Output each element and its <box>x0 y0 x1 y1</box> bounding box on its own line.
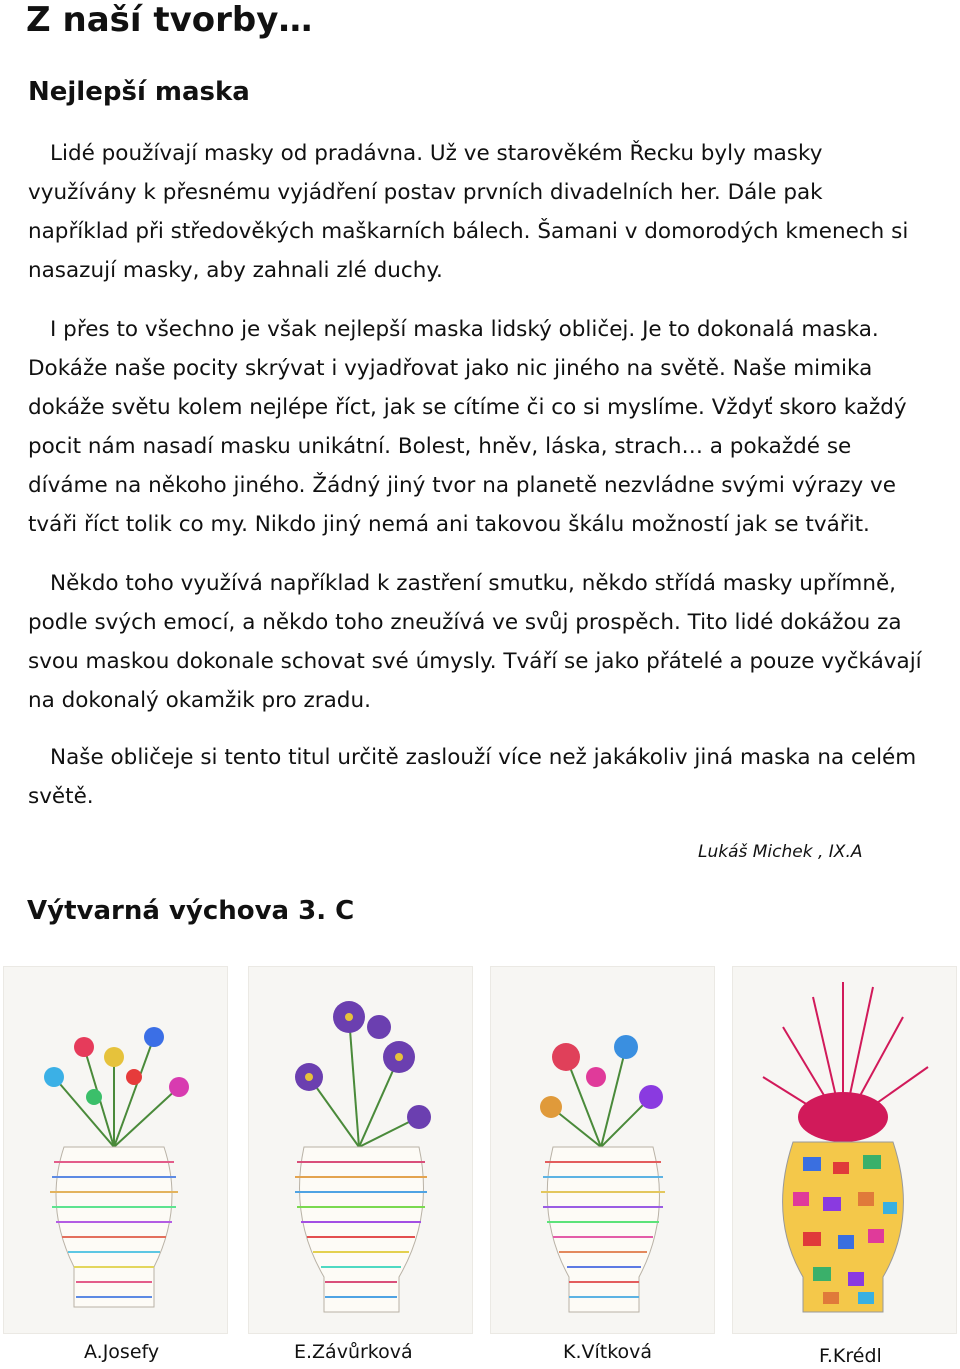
mosaic-vase-splatter-drawing <box>733 967 956 1333</box>
artist-name: F.Krédl <box>819 1345 882 1367</box>
article-paragraph: Naše obličeje si tento titul určitě zaslouží více než jakákoliv jiná maska na celém světě. <box>28 745 917 809</box>
striped-vase-flowers-drawing <box>4 967 227 1333</box>
artwork-image <box>3 966 228 1334</box>
page-title: Z naší tvorby… <box>26 0 313 40</box>
article-paragraph: I přes to všechno je však nejlepší maska lidský obličej. Je to dokonalá maska. Dokáže naše pocity skrývat i vyjadřovat jako nic jiného na světě. Naše mimika dokáže světu kolem nejlépe říct, jak se cítíme či co si myslíme. Vždyť skoro každý pocit nám nasadí masku unikátní. Bolest, hněv, láska, strach… a pokaždé se díváme na někoho jiného. Žádný jiný tvor na planetě nezvládne svými výrazy ve tváři říct tolik co my. Nikdo jiný nemá ani takovou škálu možností jak se tvářit. <box>28 317 907 537</box>
purple-flowers-vase-drawing <box>249 967 472 1333</box>
fingerprint-flowers-vase-drawing <box>491 967 714 1333</box>
article-author: Lukáš Michek , IX.A <box>698 842 863 862</box>
artist-name: A.Josefy <box>84 1341 160 1363</box>
artwork-image <box>732 966 957 1334</box>
artwork-image <box>248 966 473 1334</box>
artist-name: E.Závůrková <box>294 1341 413 1363</box>
artwork-image <box>490 966 715 1334</box>
artist-name: K.Vítková <box>563 1341 653 1363</box>
gallery-title: Výtvarná výchova 3. C <box>27 896 355 926</box>
article-paragraph: Lidé používají masky od pradávna. Už ve starověkém Řecku byly masky využívány k přesnému vyjádření postav prvních divadelních her. Dále pak například při středověkých maškarních bálech. Šamani v domorodých kmenech si nasazují masky, aby zahnali zlé duchy. <box>28 141 909 283</box>
article-title: Nejlepší maska <box>28 77 250 107</box>
artwork-gallery <box>0 962 960 1337</box>
article-paragraph: Někdo toho využívá například k zastření smutku, někdo střídá masky upřímně, podle svých emocí, a někdo toho zneužívá ve svůj prospěch. Tito lidé dokážou za svou maskou dokonale schovat své úmysly. Tváří se jako přátelé a pouze vyčkávají na dokonalý okamžik pro zradu. <box>28 571 922 713</box>
